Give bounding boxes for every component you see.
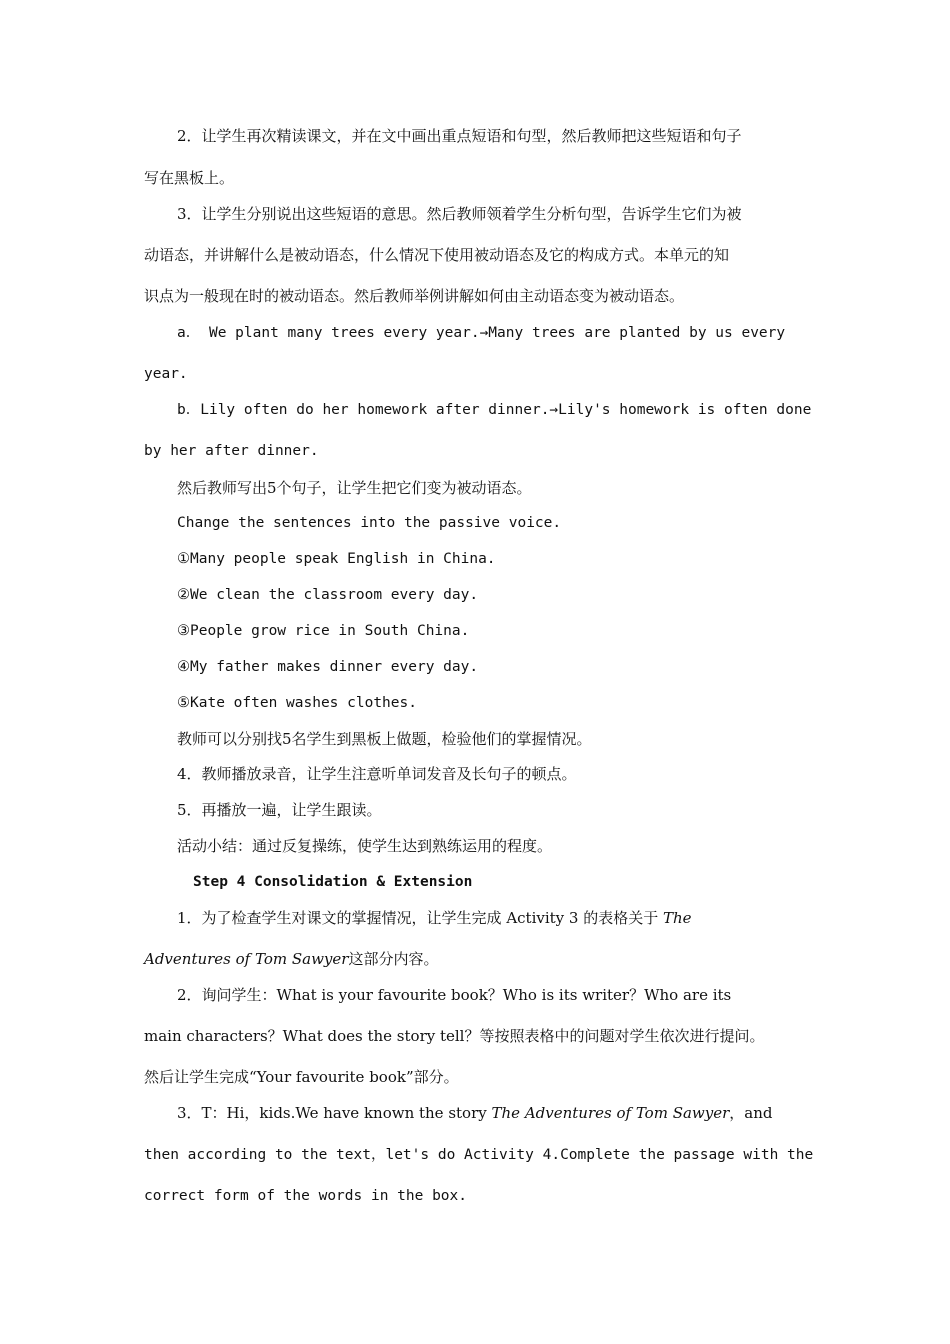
paragraph-line: 2．让学生再次精读课文，并在文中画出重点短语和句型，然后教师把这些短语和句子 xyxy=(177,127,742,145)
paragraph-line: 2．询问学生：What is your favourite book？Who is its writer？Who are its xyxy=(177,986,732,1004)
paragraph-line: 活动小结：通过反复操练，使学生达到熟练运用的程度。 xyxy=(177,837,553,855)
paragraph-line: main characters？What does the story tell？等按照表格中的问题对学生依次进行提问。 xyxy=(144,1027,765,1045)
exercise-item: ③People grow rice in South China. xyxy=(177,623,470,639)
paragraph-line: 识点为一般现在时的被动语态。然后教师举例讲解如何由主动语态变为被动语态。 xyxy=(144,287,685,305)
paragraph-line: 4．教师播放录音，让学生注意听单词发音及长句子的顿点。 xyxy=(177,765,577,783)
exercise-item: ⑤Kate often washes clothes. xyxy=(177,695,417,711)
paragraph-line xyxy=(144,949,807,969)
paragraph-line xyxy=(177,908,807,928)
paragraph-line: 然后让学生完成“Your favourite book”部分。 xyxy=(144,1068,459,1086)
paragraph-line: then according to the text，let's do Activity 4.Complete the passage with the xyxy=(144,1147,814,1163)
book-title: The xyxy=(663,909,692,927)
example-text: a． We plant many trees every year.→Many trees are planted by us every xyxy=(177,325,786,341)
paragraph-line: year. xyxy=(144,366,188,382)
line-text: ，and xyxy=(729,1104,773,1122)
section-heading: Step 4 Consolidation & Extension xyxy=(193,874,473,890)
line-text: 3．T：Hi，kids.We have known the story xyxy=(177,1104,487,1122)
paragraph-line: 然后教师写出5个句子，让学生把它们变为被动语态。 xyxy=(177,479,532,497)
paragraph-line: 写在黑板上。 xyxy=(144,169,235,187)
paragraph-line: 3．让学生分别说出这些短语的意思。然后教师领着学生分析句型，告诉学生它们为被 xyxy=(177,205,742,223)
paragraph-line: by her after dinner. xyxy=(144,443,319,459)
paragraph-line: 动语态，并讲解什么是被动语态，什么情况下使用被动语态及它的构成方式。本单元的知 xyxy=(144,246,730,264)
example-sentence-b: b．Lily often do her homework after dinner.→Lily's homework is often done xyxy=(177,402,812,418)
paragraph-line: 5．再播放一遍，让学生跟读。 xyxy=(177,801,382,819)
line-text: 这部分内容。 xyxy=(348,950,439,968)
book-title: Adventures of Tom Sawyer xyxy=(144,950,349,968)
exercise-item: ④My father makes dinner every day. xyxy=(177,659,479,675)
exercise-item: ②We clean the classroom every day. xyxy=(177,587,479,603)
exercise-item: ①Many people speak English in China. xyxy=(177,551,496,567)
book-title: The Adventures of Tom Sawyer xyxy=(491,1104,730,1122)
line-text: 1．为了检查学生对课文的掌握情况，让学生完成 Activity 3 的表格关于 xyxy=(177,909,659,927)
example-sentence-a xyxy=(177,323,807,343)
paragraph-line xyxy=(177,1103,807,1123)
paragraph-line: 教师可以分别找5名学生到黑板上做题，检验他们的掌握情况。 xyxy=(177,730,592,748)
paragraph-line: correct form of the words in the box. xyxy=(144,1188,468,1204)
instruction-line: Change the sentences into the passive voice. xyxy=(177,515,562,531)
